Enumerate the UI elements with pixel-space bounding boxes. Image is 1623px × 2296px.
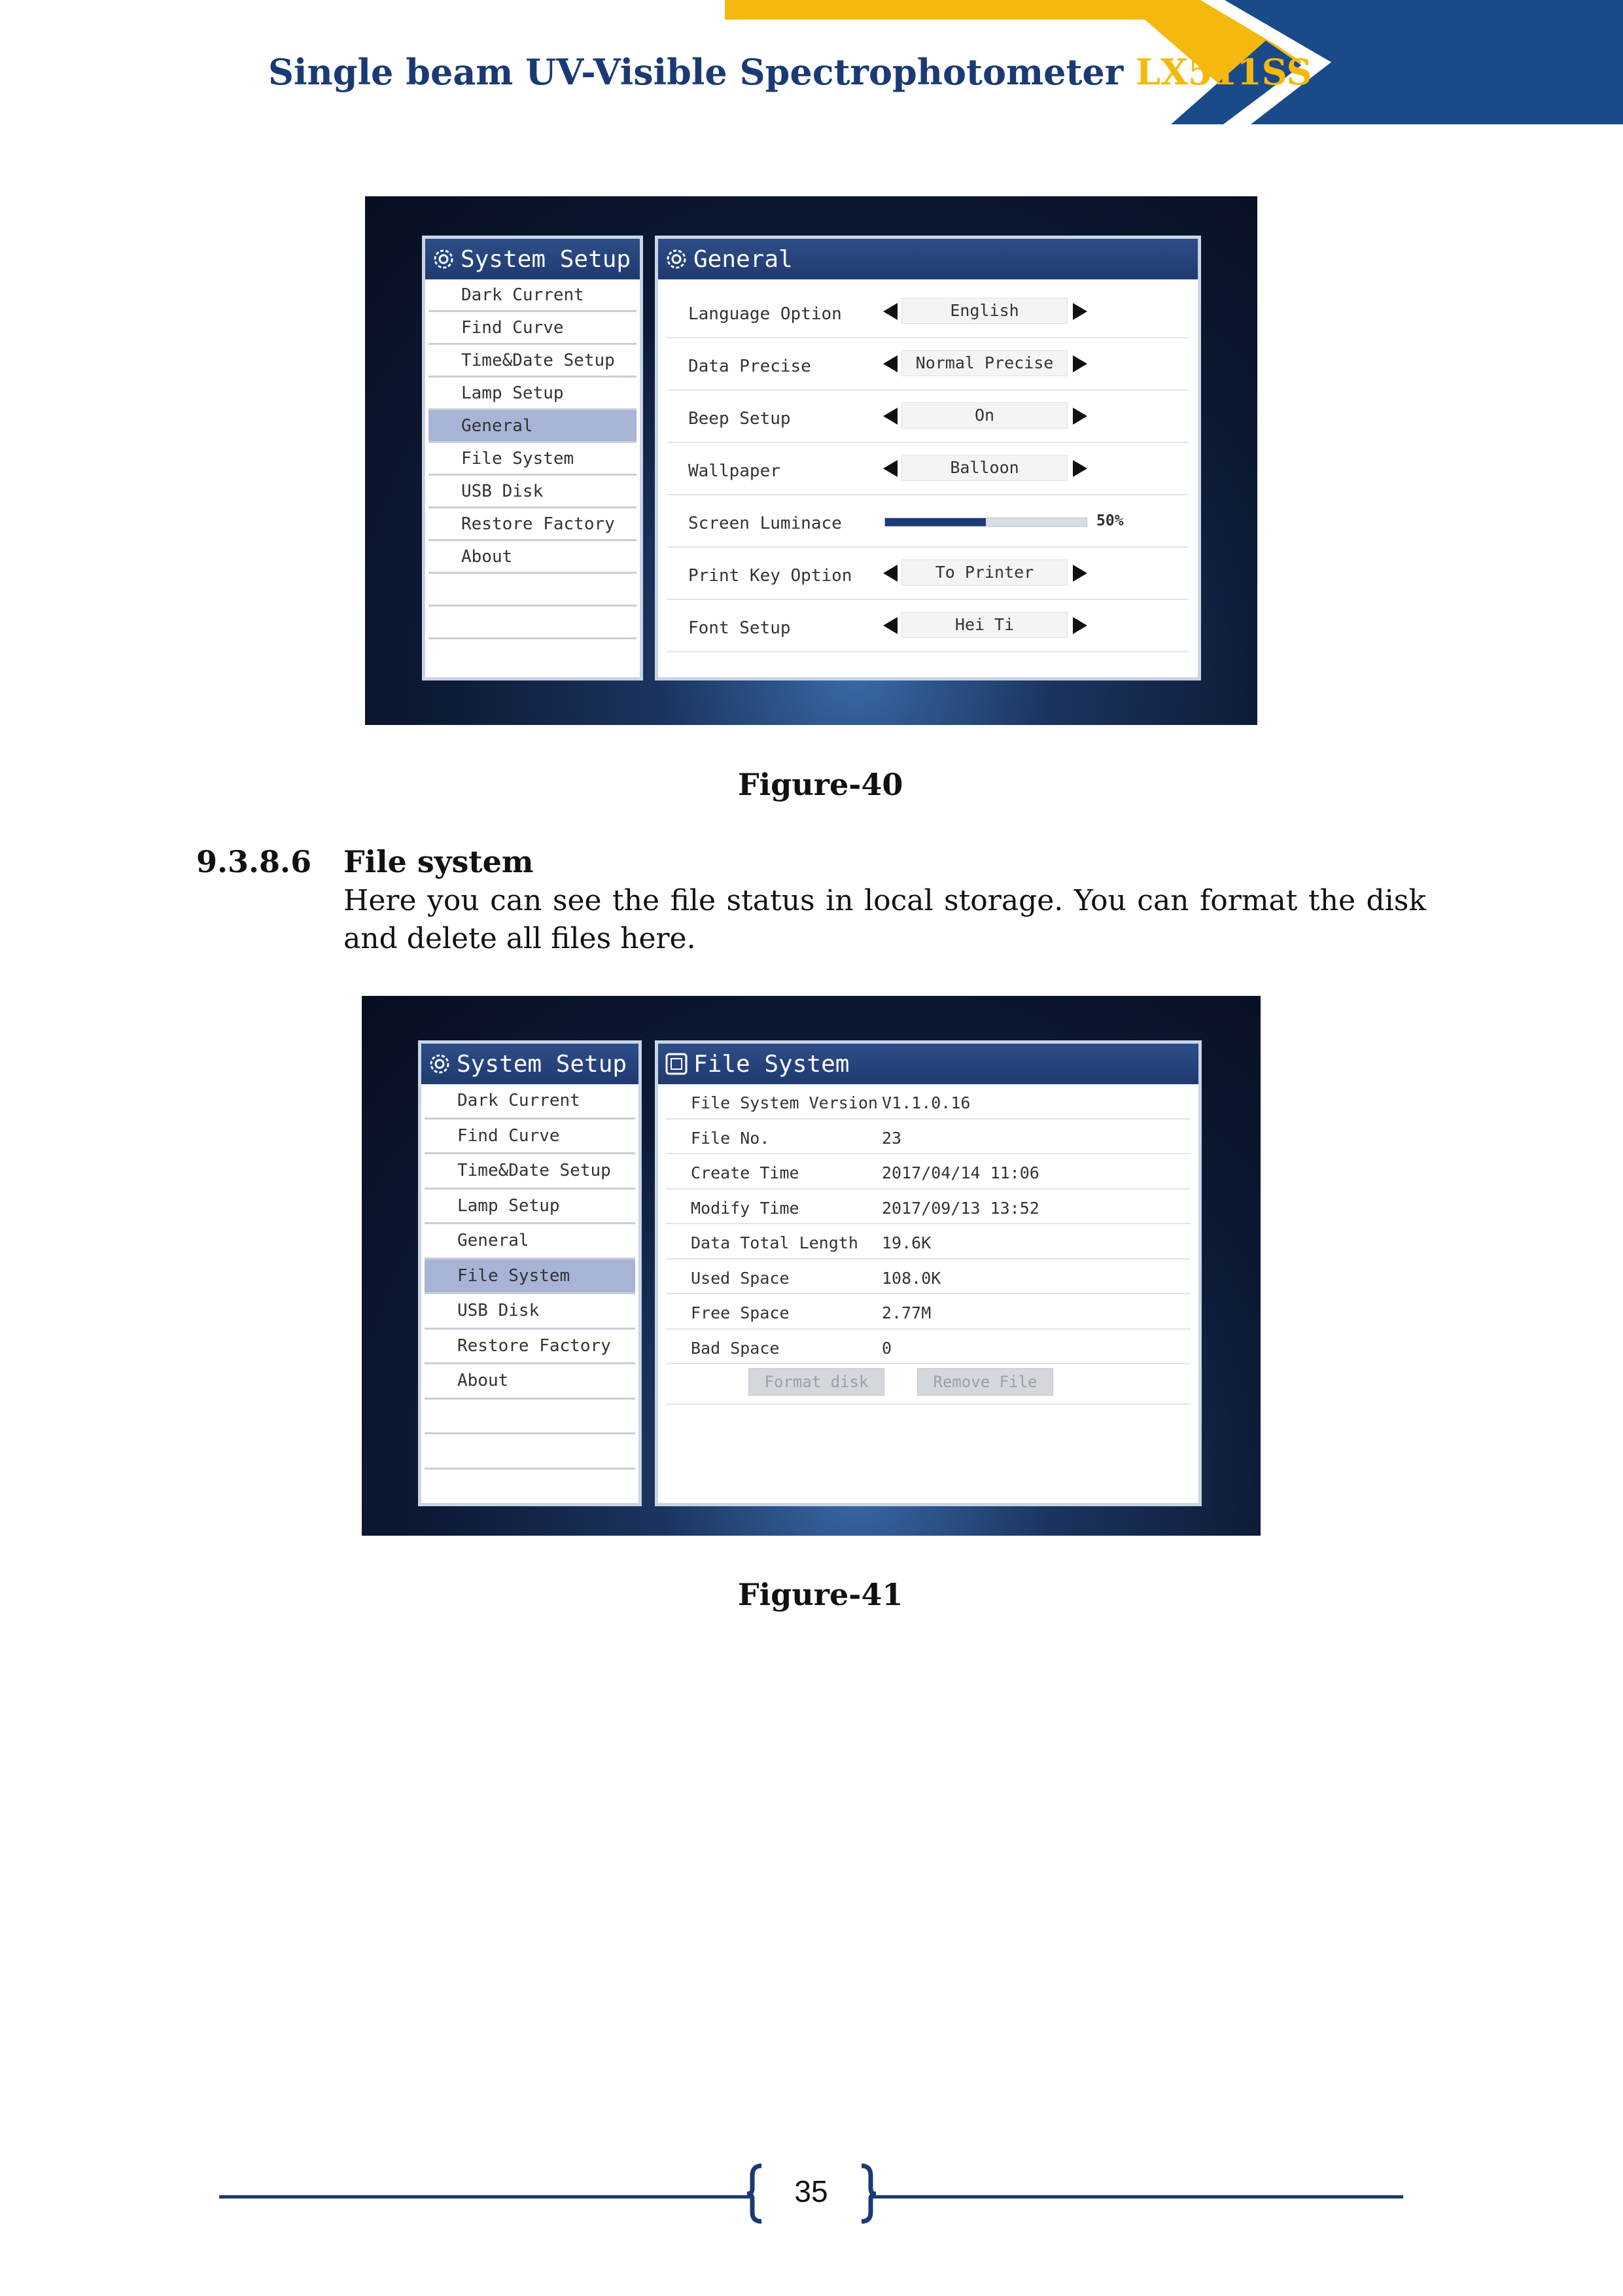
setting-value[interactable]: On xyxy=(901,402,1068,429)
info-value: 19.6K xyxy=(882,1233,932,1252)
info-value: 2017/04/14 11:06 xyxy=(882,1163,1039,1182)
info-row-free-space xyxy=(666,1294,1191,1330)
settings-rows xyxy=(658,286,1198,652)
panel-title: File System xyxy=(693,1050,850,1078)
setting-row-data-precise xyxy=(667,338,1189,391)
setting-row-font xyxy=(667,600,1189,652)
storage-icon xyxy=(663,1051,689,1077)
info-label: Data Total Length xyxy=(691,1233,858,1252)
right-arrow-icon[interactable] xyxy=(1073,460,1087,477)
figure-41-caption: Figure-41 xyxy=(738,1577,903,1612)
info-label: Used Space xyxy=(691,1268,790,1288)
menu-item-time-date-setup[interactable]: Time&Date Setup xyxy=(425,1154,635,1190)
file-system-panel xyxy=(655,1040,1202,1506)
setting-value[interactable]: English xyxy=(901,298,1068,324)
right-arrow-icon[interactable] xyxy=(1073,565,1087,582)
menu-item-general[interactable]: General xyxy=(425,1224,635,1260)
document-header-title xyxy=(268,51,1312,93)
info-label: Free Space xyxy=(691,1303,790,1322)
info-value: 0 xyxy=(882,1338,892,1358)
menu-item-find-curve[interactable]: Find Curve xyxy=(428,312,637,345)
general-settings-panel xyxy=(655,236,1201,680)
luminance-slider[interactable] xyxy=(884,518,1087,527)
luminance-slider-fill xyxy=(885,518,986,526)
setting-value[interactable]: Balloon xyxy=(901,455,1068,481)
setting-label: Beep Setup xyxy=(688,409,791,429)
figure-40-caption: Figure-40 xyxy=(738,767,903,802)
menu-item-time-date-setup[interactable]: Time&Date Setup xyxy=(428,345,637,378)
menu-item-empty xyxy=(428,607,637,639)
gear-icon xyxy=(663,246,689,272)
setting-row-language xyxy=(667,286,1189,338)
gear-icon xyxy=(427,1051,453,1077)
setting-value[interactable]: To Printer xyxy=(901,559,1068,586)
menu-item-dark-current[interactable]: Dark Current xyxy=(428,279,637,312)
left-arrow-icon[interactable] xyxy=(883,303,898,320)
remove-file-button[interactable]: Remove File xyxy=(917,1368,1053,1396)
info-row-data-total-length xyxy=(666,1224,1191,1260)
info-label: Modify Time xyxy=(691,1198,799,1218)
footer-rule-left xyxy=(219,2195,752,2199)
section-number: 9.3.8.6 xyxy=(196,844,312,879)
info-row-bad-space xyxy=(666,1330,1191,1365)
right-arrow-icon[interactable] xyxy=(1073,303,1087,320)
info-value: 23 xyxy=(882,1128,902,1148)
system-setup-menu xyxy=(422,236,643,680)
menu-title: System Setup xyxy=(457,1050,627,1078)
panel-header xyxy=(658,1044,1198,1084)
setting-row-wallpaper xyxy=(667,443,1189,495)
gear-icon xyxy=(430,246,457,272)
section-body: Here you can see the file status in local storage. You can format the disk and delete all files here. xyxy=(343,884,1426,955)
menu-item-lamp-setup[interactable]: Lamp Setup xyxy=(428,378,637,410)
setting-row-beep xyxy=(667,391,1189,443)
menu-header xyxy=(425,239,640,279)
menu-item-lamp-setup[interactable]: Lamp Setup xyxy=(425,1190,635,1225)
system-setup-menu xyxy=(418,1040,642,1506)
setting-label: Language Option xyxy=(688,304,842,324)
setting-label: Print Key Option xyxy=(688,566,852,586)
setting-value[interactable]: Normal Precise xyxy=(901,350,1068,376)
left-arrow-icon[interactable] xyxy=(883,565,898,582)
setting-row-print-key xyxy=(667,548,1189,600)
menu-item-file-system[interactable]: File System xyxy=(425,1260,635,1295)
menu-item-empty xyxy=(428,574,637,607)
panel-title: General xyxy=(693,245,793,273)
menu-item-find-curve[interactable]: Find Curve xyxy=(425,1120,635,1155)
menu-list xyxy=(425,279,640,639)
screenshot-file-system xyxy=(362,996,1261,1536)
menu-title: System Setup xyxy=(461,245,631,273)
section-title: File system xyxy=(343,844,534,879)
header-model: LX511SS xyxy=(1136,51,1312,93)
footer-rule-right xyxy=(870,2195,1403,2199)
left-arrow-icon[interactable] xyxy=(883,408,898,425)
menu-item-usb-disk[interactable]: USB Disk xyxy=(425,1294,635,1330)
info-label: File System Version xyxy=(691,1093,878,1112)
info-value: 2017/09/13 13:52 xyxy=(882,1198,1039,1218)
info-value: 108.0K xyxy=(882,1268,941,1288)
file-system-actions xyxy=(666,1364,1191,1405)
header-title-text: Single beam UV-Visible Spectrophotometer xyxy=(268,51,1124,93)
menu-header xyxy=(421,1044,638,1084)
info-row-file-no xyxy=(666,1120,1191,1155)
menu-list xyxy=(421,1084,638,1470)
menu-item-about[interactable]: About xyxy=(428,541,637,574)
left-arrow-icon[interactable] xyxy=(883,460,898,477)
setting-label: Wallpaper xyxy=(688,461,780,481)
setting-label: Data Precise xyxy=(688,357,811,376)
info-row-modify-time xyxy=(666,1190,1191,1225)
setting-label: Screen Luminace xyxy=(688,514,842,533)
left-arrow-icon[interactable] xyxy=(883,355,898,372)
menu-item-general[interactable]: General xyxy=(428,410,637,443)
info-label: Create Time xyxy=(691,1163,799,1182)
right-arrow-icon[interactable] xyxy=(1073,617,1087,634)
info-row-create-time xyxy=(666,1154,1191,1190)
setting-value[interactable]: Hei Ti xyxy=(901,612,1068,638)
info-row-version xyxy=(666,1084,1191,1120)
info-label: Bad Space xyxy=(691,1338,780,1358)
info-value: 2.77M xyxy=(882,1303,932,1322)
menu-item-file-system[interactable]: File System xyxy=(428,443,637,476)
info-label: File No. xyxy=(691,1128,770,1148)
setting-row-screen-luminace xyxy=(667,495,1189,548)
left-arrow-icon[interactable] xyxy=(883,617,898,634)
page-number: 35 xyxy=(794,2174,828,2208)
info-row-used-space xyxy=(666,1260,1191,1295)
menu-item-about[interactable]: About xyxy=(425,1364,635,1400)
menu-item-restore-factory[interactable]: Restore Factory xyxy=(428,508,637,541)
file-system-info xyxy=(658,1084,1198,1405)
menu-item-dark-current[interactable]: Dark Current xyxy=(425,1084,635,1120)
setting-label: Font Setup xyxy=(688,618,791,638)
panel-header xyxy=(658,239,1198,279)
menu-item-usb-disk[interactable]: USB Disk xyxy=(428,476,637,508)
format-disk-button[interactable]: Format disk xyxy=(748,1368,884,1396)
menu-item-restore-factory[interactable]: Restore Factory xyxy=(425,1330,635,1365)
menu-item-empty xyxy=(425,1400,635,1435)
menu-item-empty xyxy=(425,1434,635,1470)
luminance-percent: 50% xyxy=(1096,512,1124,529)
screenshot-general-settings xyxy=(365,196,1257,725)
right-arrow-icon[interactable] xyxy=(1073,408,1087,425)
info-value: V1.1.0.16 xyxy=(882,1093,971,1112)
right-arrow-icon[interactable] xyxy=(1073,355,1087,372)
